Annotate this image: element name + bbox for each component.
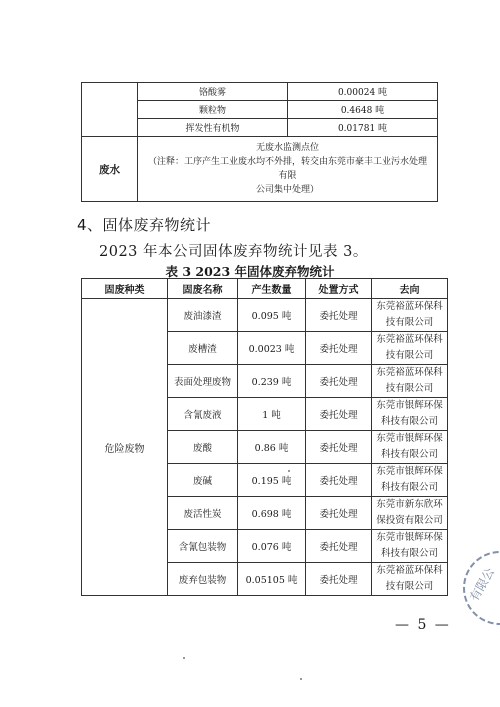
wastewater-note (138, 137, 438, 202)
pollutant-amount: 0.4648 吨 (288, 101, 438, 119)
destination-line: 东莞裕蓝环保科 (376, 301, 443, 312)
destination (372, 464, 448, 497)
destination (372, 299, 448, 332)
destination-line: 科技有限公司 (380, 416, 438, 427)
pollutant-name: 颗粒物 (138, 101, 288, 119)
destination-line: 技有限公司 (385, 317, 434, 328)
column-header: 产生数量 (238, 279, 306, 299)
wastewater-label: 废水 (82, 137, 138, 202)
disposal-method: 委托处理 (306, 398, 372, 431)
column-header: 处置方式 (306, 279, 372, 299)
waste-name: 表面处理废物 (168, 365, 238, 398)
disposal-method: 委托处理 (306, 299, 372, 332)
waste-name: 含氰包装物 (168, 530, 238, 563)
waste-name: 废碱 (168, 464, 238, 497)
pollutant-amount: 0.01781 吨 (288, 119, 438, 137)
destination (372, 332, 448, 365)
disposal-method: 委托处理 (306, 530, 372, 563)
destination-line: 东莞市银辉环保 (376, 433, 443, 444)
disposal-method: 委托处理 (306, 464, 372, 497)
disposal-method: 委托处理 (306, 332, 372, 365)
solid-waste-table (81, 278, 448, 596)
section-heading: 4、固体废弃物统计 (77, 216, 212, 234)
scan-speck (183, 657, 185, 659)
emissions-table (81, 82, 438, 202)
waste-name: 废活性炭 (168, 497, 238, 530)
disposal-method: 委托处理 (306, 365, 372, 398)
destination-line: 科技有限公司 (380, 449, 438, 460)
svg-text:有限公: 有限公 (466, 565, 498, 604)
waste-quantity: 0.076 吨 (238, 530, 306, 563)
company-seal-stamp (460, 548, 500, 628)
pollutant-name: 挥发性有机物 (138, 119, 288, 137)
column-header: 固废名称 (168, 279, 238, 299)
destination-line: 东莞裕蓝环保科 (376, 565, 443, 576)
table-row (82, 83, 438, 101)
waste-name: 废槽渣 (168, 332, 238, 365)
waste-quantity: 0.095 吨 (238, 299, 306, 332)
destination (372, 398, 448, 431)
table-row (82, 137, 438, 202)
destination-line: 东莞裕蓝环保科 (376, 334, 443, 345)
scan-speck (288, 470, 290, 472)
intro-paragraph: 2023 年本公司固体废弃物统计见表 3。 (99, 244, 368, 260)
waste-name: 含氰废液 (168, 398, 238, 431)
destination (372, 365, 448, 398)
merged-cell (82, 83, 138, 137)
waste-quantity: 0.698 吨 (238, 497, 306, 530)
scan-speck (300, 678, 302, 680)
destination-line: 技有限公司 (385, 383, 434, 394)
destination-line: 东莞市银辉环保 (376, 400, 443, 411)
table-header-row (82, 279, 448, 299)
wastewater-note-line: 公司集中处理） (255, 185, 319, 195)
destination (372, 497, 448, 530)
waste-category: 危险废物 (82, 299, 168, 596)
pollutant-name: 铬酸雾 (138, 83, 288, 101)
table-row (82, 299, 448, 332)
table-caption: 表 3 2023 年固体废弃物统计 (165, 264, 335, 279)
column-header: 去向 (372, 279, 448, 299)
waste-quantity: 0.05105 吨 (238, 563, 306, 596)
destination (372, 431, 448, 464)
waste-quantity: 0.0023 吨 (238, 332, 306, 365)
destination-line: 科技有限公司 (380, 548, 438, 559)
waste-quantity: 0.239 吨 (238, 365, 306, 398)
destination-line: 东莞市新东欣环 (376, 499, 443, 510)
wastewater-note-line: 无废水监测点位 (255, 143, 319, 153)
disposal-method: 委托处理 (306, 431, 372, 464)
destination-line: 技有限公司 (385, 581, 434, 592)
destination-line: 东莞裕蓝环保科 (376, 367, 443, 378)
column-header: 固废种类 (82, 279, 168, 299)
destination-line: 东莞市银辉环保 (376, 532, 443, 543)
destination-line: 保投资有限公司 (376, 515, 443, 526)
waste-quantity: 1 吨 (238, 398, 306, 431)
wastewater-note-line: （注释：工序产生工业废水均不外排，转交由东莞市豪丰工业污水处理有限 (147, 157, 427, 181)
page-number: — 5 — (395, 617, 451, 633)
destination-line: 东莞市银辉环保 (376, 466, 443, 477)
waste-quantity: 0.86 吨 (238, 431, 306, 464)
destination (372, 530, 448, 563)
destination-line: 科技有限公司 (380, 482, 438, 493)
disposal-method: 委托处理 (306, 563, 372, 596)
waste-name: 废酸 (168, 431, 238, 464)
waste-name: 废油漆渣 (168, 299, 238, 332)
destination (372, 563, 448, 596)
waste-quantity: 0.195 吨 (238, 464, 306, 497)
disposal-method: 委托处理 (306, 497, 372, 530)
destination-line: 技有限公司 (385, 350, 434, 361)
pollutant-amount: 0.00024 吨 (288, 83, 438, 101)
waste-name: 废弃包装物 (168, 563, 238, 596)
